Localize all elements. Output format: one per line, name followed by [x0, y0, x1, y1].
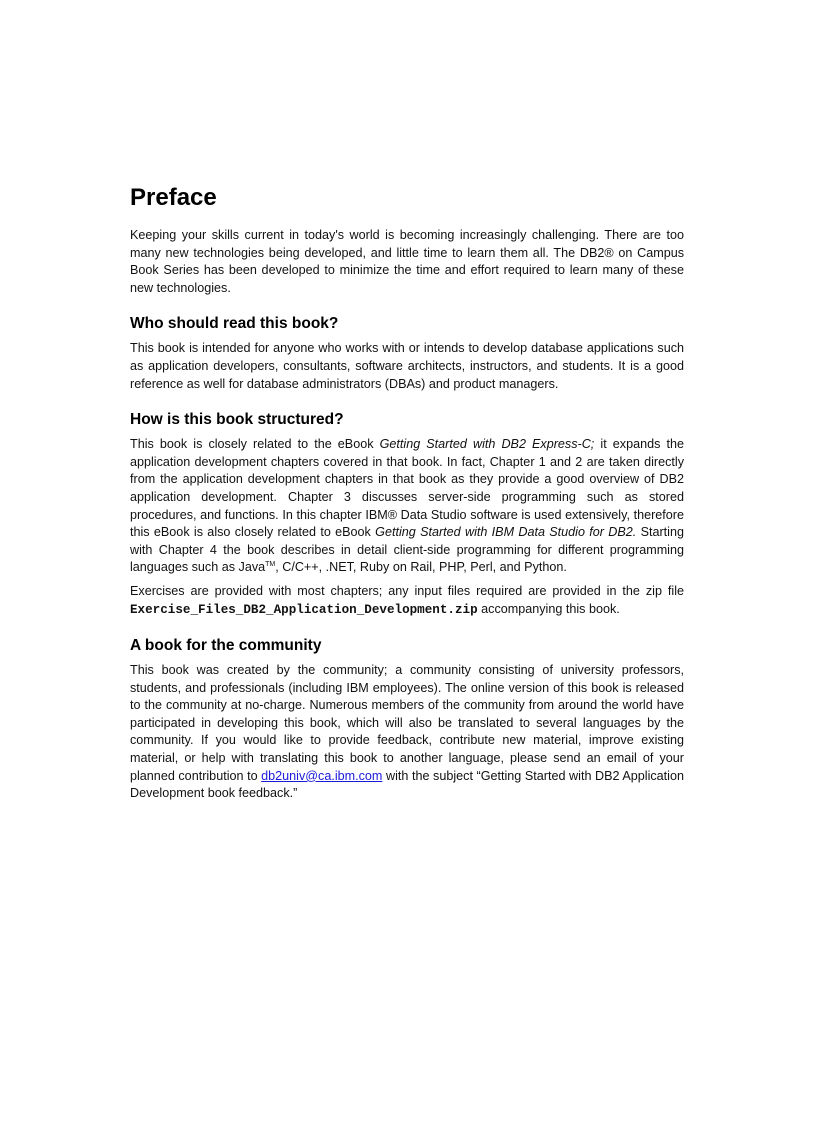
exercise-file-name: Exercise_Files_DB2_Application_Development.zip: [130, 602, 478, 617]
email-link[interactable]: db2univ@ca.ibm.com: [261, 768, 383, 783]
text-run: Starting with Chapter 4 the book describes in detail client-side programming for different programming languages such as Java: [130, 525, 684, 575]
intro-paragraph: Keeping your skills current in today's world is becoming increasingly challenging. There are too many new technologies being developed, and little time to learn them all. The DB2® on Campus Book Series has been developed to minimize the time and effort required to learn many of these new technologies.: [130, 228, 684, 295]
book-title-express-c: Getting Started with DB2 Express-C;: [379, 437, 595, 452]
community-paragraph: [130, 662, 684, 803]
text-run: , C/C++, .NET, Ruby on Rail, PHP, Perl, and Python.: [275, 560, 567, 575]
who-paragraph: This book is intended for anyone who works with or intends to develop database applications such as application developers, consultants, software architects, instructors, and students. It is a good reference as well for database administrators (DBAs) and product managers.: [130, 341, 684, 391]
section-structure: [130, 410, 684, 619]
text-run: it expands the application development chapters covered in that book. In fact, Chapter 1 and 2 are taken directly from the application development chapters in that book as they provide a good overview of DB2 application development. Chapter 3 discusses server-side programming such as stored procedures, and functions. In this chapter IBM® Data Studio software is used extensively, therefore this eBook is also closely related to eBook: [130, 437, 684, 540]
text-run: accompanying this book.: [477, 601, 620, 616]
section-heading-community: A book for the community: [130, 637, 322, 655]
page-title: Preface: [130, 184, 217, 211]
text-run: Exercises are provided with most chapters; any input files required are provided in the zip file: [130, 583, 684, 598]
text-run: This book is closely related to the eBook: [130, 437, 380, 452]
structure-paragraph-2: [130, 583, 684, 619]
section-who: [130, 314, 684, 393]
section-community: [130, 636, 684, 803]
text-run: with the subject “Getting Started with DB2 Application Development book feedback.”: [130, 768, 684, 801]
text-run: This book was created by the community; a community consisting of university professors, students, and professionals (including IBM employees). The online version of this book is released to the community at no-charge. Numerous members of the community from around the world have participated in developing this book, which will also be translated to several languages by the community. If you would like to provide feedback, contribute new material, improve existing material, or help with translating this book to another language, please send an email of your planned contribution to: [130, 663, 684, 783]
section-heading-who: Who should read this book?: [130, 315, 339, 333]
trademark-symbol: TM: [265, 561, 276, 569]
book-title-data-studio: Getting Started with IBM Data Studio for DB2.: [375, 525, 637, 540]
section-heading-structure: How is this book structured?: [130, 411, 344, 429]
document-page: [130, 182, 684, 803]
structure-paragraph-1: [130, 436, 684, 577]
